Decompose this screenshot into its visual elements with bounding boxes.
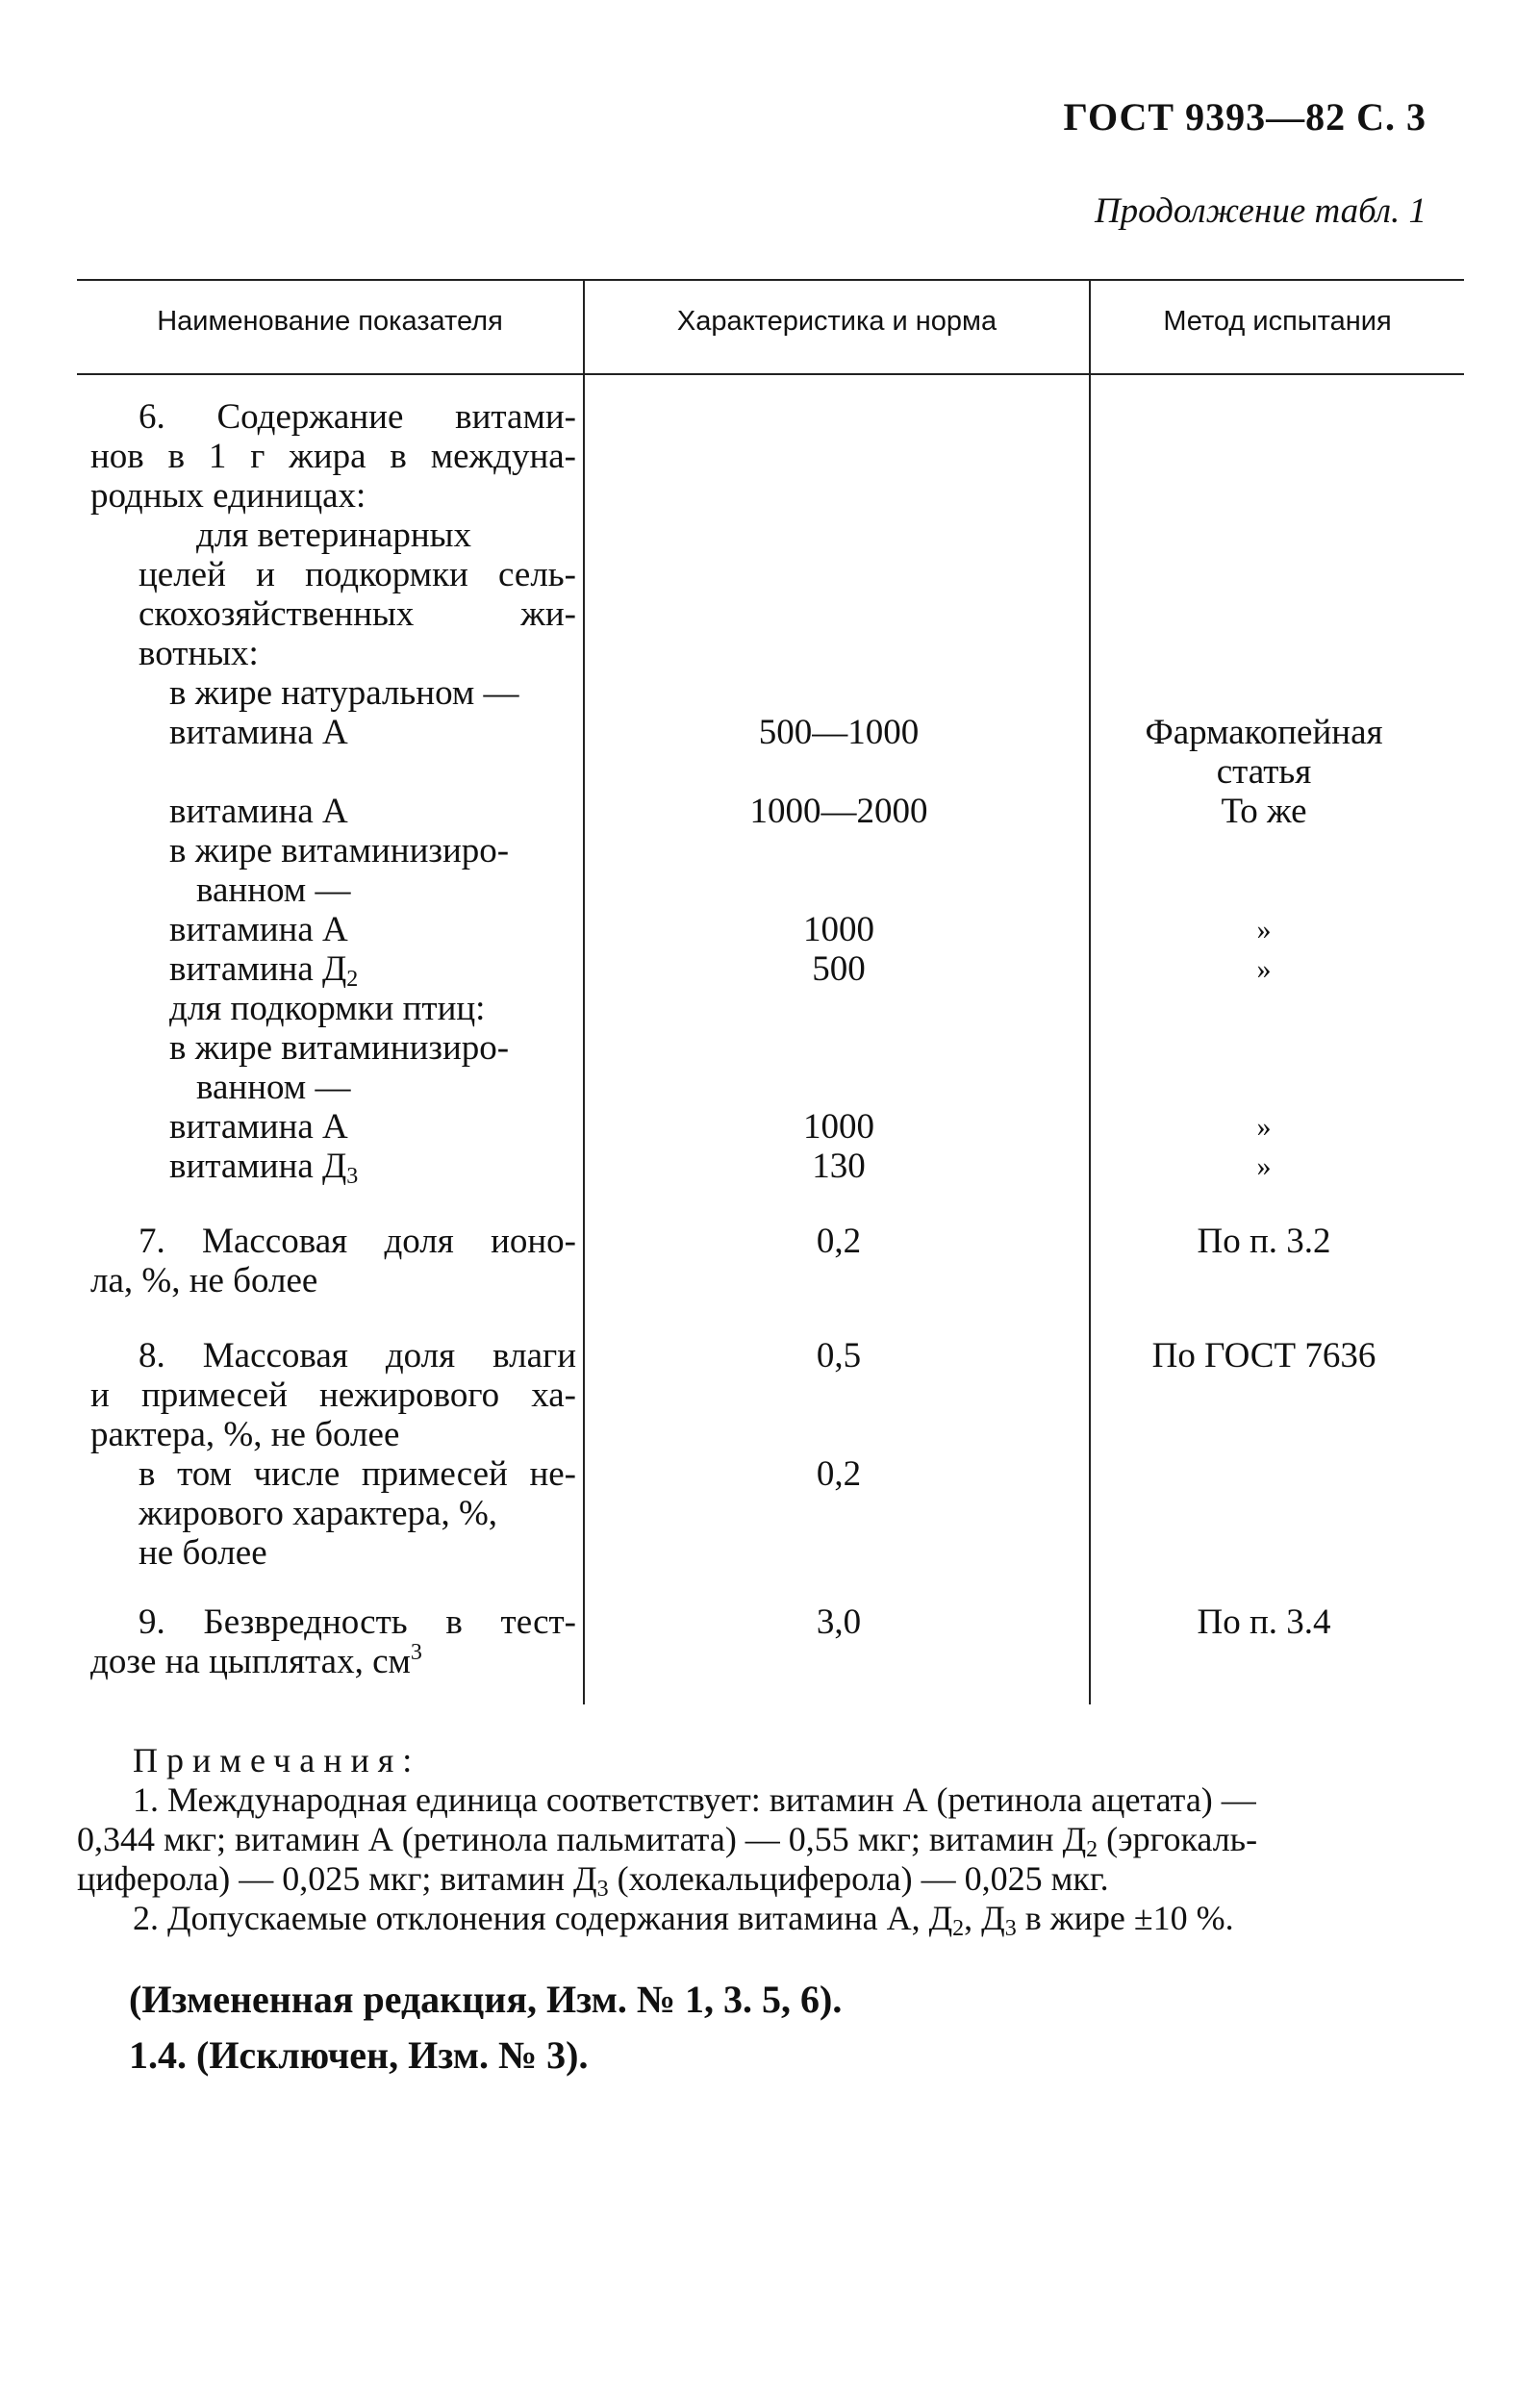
table-row: рактера, %, не более xyxy=(90,1415,400,1454)
method-value: По ГОСТ 7636 xyxy=(1151,1336,1376,1375)
table-row: нов в 1 г жира в междуна- xyxy=(90,437,576,476)
method-value: То же xyxy=(1221,792,1307,831)
norm-value: 1000 xyxy=(803,1107,874,1147)
norm-value: 1000 xyxy=(803,910,874,949)
column-header-method: Метод испытания xyxy=(1163,306,1392,337)
indicator-block-8 xyxy=(90,1336,576,1573)
table-header-rule xyxy=(77,373,1464,375)
column-header-norm: Характеристика и норма xyxy=(676,306,997,337)
table-row: жирового характера, %, xyxy=(139,1494,498,1533)
method-value: » xyxy=(1256,1111,1272,1143)
table-row: витамина А xyxy=(169,713,348,752)
indicator-block-9 xyxy=(90,1602,576,1681)
method-value: » xyxy=(1256,953,1272,985)
table-row: в жире витаминизиро- xyxy=(169,831,510,870)
table-row: в жире натуральном — xyxy=(169,673,519,713)
table-row: витамина $Д_2$ xyxy=(169,949,359,992)
table-row: витамина А xyxy=(169,792,348,831)
table-column-divider-1 xyxy=(583,279,585,1704)
table-row: витамина А xyxy=(169,910,348,949)
table-row: родных единицах: xyxy=(90,476,366,516)
document-reference: ГОСТ 9393—82 С. 3 xyxy=(1063,95,1426,139)
table-row: и примесей нежирового ха- xyxy=(90,1375,576,1415)
column-header-indicator: Наименование показателя xyxy=(157,306,503,337)
note-2: 2. Допускаемые отклонения содержания витамина А, $Д_2$, $Д_3$ в жире ±10 %. xyxy=(133,1899,1234,1941)
norm-value: 0,2 xyxy=(816,1454,862,1494)
table-row: 7. Массовая доля ионо- xyxy=(139,1222,576,1261)
method-value: По п. 3.4 xyxy=(1197,1602,1331,1642)
notes-section xyxy=(77,1741,1464,1941)
method-value: » xyxy=(1256,1150,1272,1182)
norm-value: 1000—2000 xyxy=(749,792,928,831)
indicator-block-7 xyxy=(90,1222,576,1300)
method-value: статья xyxy=(1216,752,1312,792)
norm-value: 500 xyxy=(812,949,866,989)
table-row: для подкормки птиц: xyxy=(169,989,486,1028)
note-1-line-1: 1. Международная единица соответствует: витамин А (ретинола ацетата) — xyxy=(133,1780,1256,1819)
table-continuation-label: Продолжение табл. 1 xyxy=(1094,191,1426,231)
method-value: По п. 3.2 xyxy=(1197,1222,1331,1261)
norm-value: 0,2 xyxy=(816,1222,862,1261)
table-row: скохозяйственных жи- xyxy=(139,594,576,634)
norm-value: 130 xyxy=(812,1147,866,1186)
table-row: витамина А xyxy=(169,1107,348,1147)
method-value: » xyxy=(1256,914,1272,946)
table-row: ванном — xyxy=(196,1068,351,1107)
table-row: не более xyxy=(139,1533,267,1573)
table-row: витамина $Д_3$ xyxy=(169,1147,359,1189)
table-row: для ветеринарных xyxy=(196,516,472,555)
note-1-line-2: 0,344 мкг; витамин А (ретинола пальмитата) — 0,55 мкг; витамин $Д_2$ (эргокаль- xyxy=(77,1820,1258,1862)
indicator-block-6 xyxy=(90,397,576,1189)
table-row: в жире витаминизиро- xyxy=(169,1028,510,1068)
table-row: 6. Содержание витами- xyxy=(139,397,576,437)
table-row: 9. Безвредность в тест- xyxy=(139,1602,576,1642)
table-row: вотных: xyxy=(139,634,259,673)
table-row: ла, %, не более xyxy=(90,1261,318,1300)
table-row: 8. Массовая доля влаги xyxy=(139,1336,576,1375)
table-row: в том числе примесей не- xyxy=(139,1454,576,1494)
method-value: Фармакопейная xyxy=(1145,713,1383,752)
table-top-rule xyxy=(77,279,1464,281)
norm-value: 500—1000 xyxy=(758,713,920,752)
norm-value: 0,5 xyxy=(816,1336,862,1375)
notes-title: Примечания: xyxy=(133,1741,421,1779)
excluded-clause: 1.4. (Исключен, Изм. № 3). xyxy=(129,2033,589,2077)
table-row: дозе на цыплятах, $см^3$ xyxy=(90,1640,422,1681)
table-row: ванном — xyxy=(196,870,351,910)
note-1-line-3: циферола) — 0,025 мкг; витамин $Д_3$ (холекальциферола) — 0,025 мкг. xyxy=(77,1859,1109,1902)
norm-value: 3,0 xyxy=(816,1602,862,1642)
amendment-note: (Измененная редакция, Изм. № 1, 3. 5, 6). xyxy=(129,1978,843,2021)
table-row: целей и подкормки сель- xyxy=(139,555,576,594)
